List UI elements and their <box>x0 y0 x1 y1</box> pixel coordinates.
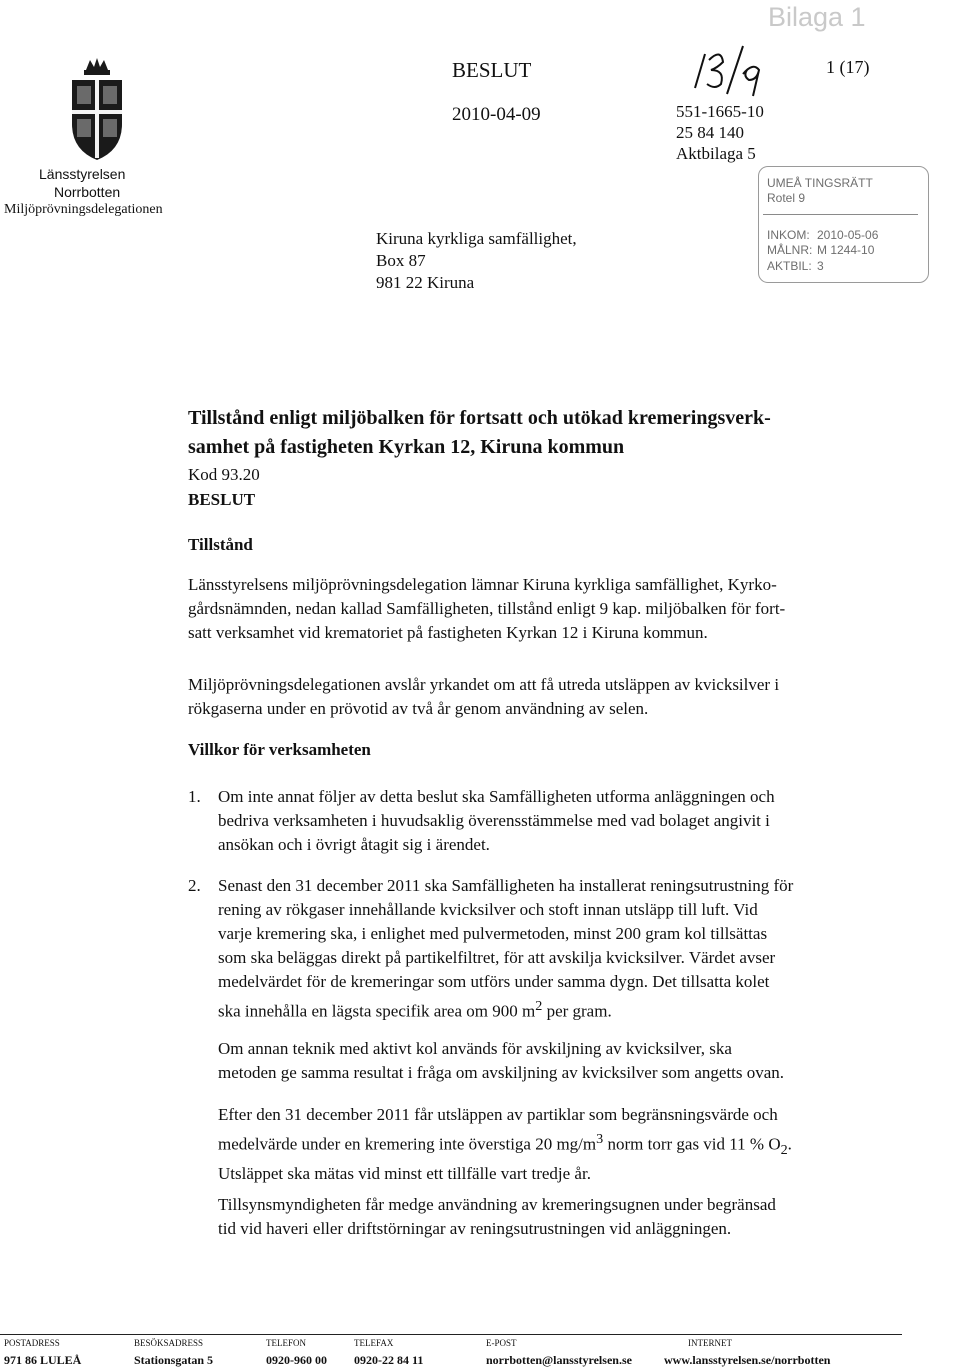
text-line: Efter den 31 december 2011 får utsläppen av partiklar som begränsningsvärde och <box>218 1105 778 1124</box>
text-fragment: ska innehålla en lägsta specifik area om 900 m <box>218 1001 536 1021</box>
text-line: rening av rökgaser innehållande kvicksilver och stoft innan utsläpp till luft. Vid <box>218 900 758 919</box>
text-line <box>218 1127 792 1162</box>
handwritten-mark <box>687 40 765 98</box>
text-line: rökgaserna under en prövotid av två år genom användning av selen. <box>188 699 649 718</box>
document-type: BESLUT <box>452 58 532 82</box>
recipient-box: Box 87 <box>376 251 426 270</box>
heading-beslut: BESLUT <box>188 490 256 509</box>
carbon-paragraph <box>218 1037 784 1085</box>
text-line: varje kremering ska, i enlighet med pulvermetoden, minst 200 gram kol tillsättas <box>218 924 768 943</box>
footer-email[interactable]: norrbotten@lansstyrelsen.se <box>486 1353 632 1367</box>
footer-label-postadress: POSTADRESS <box>4 1338 60 1348</box>
permit-paragraph <box>188 573 785 645</box>
recipient-name: Kiruna kyrkliga samfällighet, <box>376 229 577 248</box>
footer-website[interactable]: www.lansstyrelsen.se/norrbotten <box>664 1353 831 1367</box>
title-line: Tillstånd enligt miljöbalken för fortsatt och utökad kremeringsverk- <box>188 407 771 429</box>
supervision-paragraph <box>218 1193 776 1241</box>
watermark-bilaga: Bilaga 1 <box>768 2 866 32</box>
footer-phone: 0920-960 00 <box>266 1353 327 1367</box>
recipient-postal: 981 22 Kiruna <box>376 273 475 292</box>
text-line: ansökan och i övrigt åtagit sig i ärendet. <box>218 835 490 854</box>
text-line <box>218 994 793 1024</box>
decision-title <box>188 404 771 462</box>
diary-numbers <box>676 101 764 164</box>
stamp-aktbil-label: AKTBIL: <box>767 259 812 273</box>
text-fragment: norm torr gas vid 11 % O <box>603 1134 781 1154</box>
page-number: 1 (17) <box>826 57 870 77</box>
authority-delegation: Miljöprövningsdelegationen <box>4 202 163 217</box>
footer-visit-address: Stationsgatan 5 <box>134 1353 214 1367</box>
text-line: Senast den 31 december 2011 ska Samfälligheten ha installerat reningsutrustning för <box>218 876 794 895</box>
stamp-malnr-label: MÅLNR: <box>767 243 813 257</box>
condition-1 <box>218 785 775 857</box>
diary-number-secondary: 25 84 140 <box>676 123 744 142</box>
text-line: bedriva verksamheten i huvudsaklig överensstämmelse med vad bolaget angivit i <box>218 811 770 830</box>
footer-label-telefon: TELEFON <box>266 1338 306 1348</box>
footer-label-besoksadress: BESÖKSADRESS <box>134 1338 204 1348</box>
text-line: Utsläppet ska mätas vid minst ett tillfälle vart tredje år. <box>218 1164 591 1184</box>
footer-label-internet: INTERNET <box>688 1338 732 1348</box>
text-line: Länsstyrelsens miljöprövningsdelegation lämnar Kiruna kyrkliga samfällighet, Kyrko- <box>188 575 777 594</box>
activity-code: Kod 93.20 <box>188 465 260 484</box>
coat-of-arms-logo <box>66 58 128 168</box>
footer-label-telefax: TELEFAX <box>354 1338 394 1348</box>
particles-paragraph <box>218 1103 792 1186</box>
aktbilaga: Aktbilaga 5 <box>676 144 756 163</box>
footer-label-epost: E-POST <box>486 1338 517 1348</box>
text-line: gårdsnämnden, nedan kallad Samfälligheten, tillstånd enligt 9 kap. miljöbalken för fort- <box>188 599 786 618</box>
text-line: medelvärdet för de kremeringar som utförs under samma dygn. Det tillsatta kolet <box>218 972 770 991</box>
authority-county: Norrbotten <box>54 184 121 200</box>
decision-date: 2010-04-09 <box>452 104 541 125</box>
text-fragment: medelvärde under en kremering inte överstiga 20 mg/m <box>218 1134 597 1154</box>
text-line: metoden ge samma resultat i fråga om avskiljning av kvicksilver som angetts ovan. <box>218 1063 785 1082</box>
stamp-divider <box>763 214 918 215</box>
recipient-address <box>376 228 577 294</box>
text-line: som ska beläggas direkt på partikelfiltret, för att avskilja kvicksilver. Värdet avser <box>218 948 776 967</box>
text-line: Tillsynsmyndigheten får medge användning av kremeringsugnen under begränsad <box>218 1195 776 1214</box>
stamp-inkom: 2010-05-06 <box>817 228 879 242</box>
stamp-malnr: M 1244-10 <box>817 243 875 257</box>
subscript: 2 <box>780 1142 788 1159</box>
text-line: Miljöprövningsdelegationen avslår yrkandet om att få utreda utsläppen av kvicksilver i <box>188 675 780 694</box>
title-line: samhet på fastigheten Kyrkan 12, Kiruna kommun <box>188 436 625 458</box>
diary-number: 551-1665-10 <box>676 102 764 121</box>
stamp-rotel: Rotel 9 <box>767 191 806 205</box>
text-line: satt verksamhet vid krematoriet på fastigheten Kyrkan 12 i Kiruna kommun. <box>188 623 708 642</box>
authority-name: Länsstyrelsen <box>39 166 126 182</box>
court-received-stamp <box>758 166 929 283</box>
footer-postal-address: 971 86 LULEÅ <box>4 1353 82 1367</box>
stamp-inkom-label: INKOM: <box>767 228 810 242</box>
condition-number: 1. <box>188 787 201 806</box>
text-fragment: per gram. <box>542 1001 612 1021</box>
footer-fax: 0920-22 84 11 <box>354 1353 424 1367</box>
superscript: 3 <box>596 1131 604 1147</box>
heading-tillstand: Tillstånd <box>188 535 253 554</box>
text-line: tid vid haveri eller driftstörningar av reningsutrustningen vid anläggningen. <box>218 1219 732 1238</box>
text-line: Om annan teknik med aktivt kol används för avskiljning av kvicksilver, ska <box>218 1039 732 1058</box>
rejection-paragraph <box>188 673 779 721</box>
superscript: 2 <box>535 998 543 1014</box>
text-line: Om inte annat följer av detta beslut ska Samfälligheten utforma anläggningen och <box>218 787 775 806</box>
footer-divider <box>0 1334 902 1335</box>
heading-villkor: Villkor för verksamheten <box>188 740 371 759</box>
text-fragment: . <box>787 1134 792 1154</box>
stamp-aktbil: 3 <box>817 259 824 273</box>
stamp-court: UMEÅ TINGSRÄTT <box>767 176 873 190</box>
condition-number: 2. <box>188 876 201 895</box>
condition-2 <box>218 874 793 1024</box>
